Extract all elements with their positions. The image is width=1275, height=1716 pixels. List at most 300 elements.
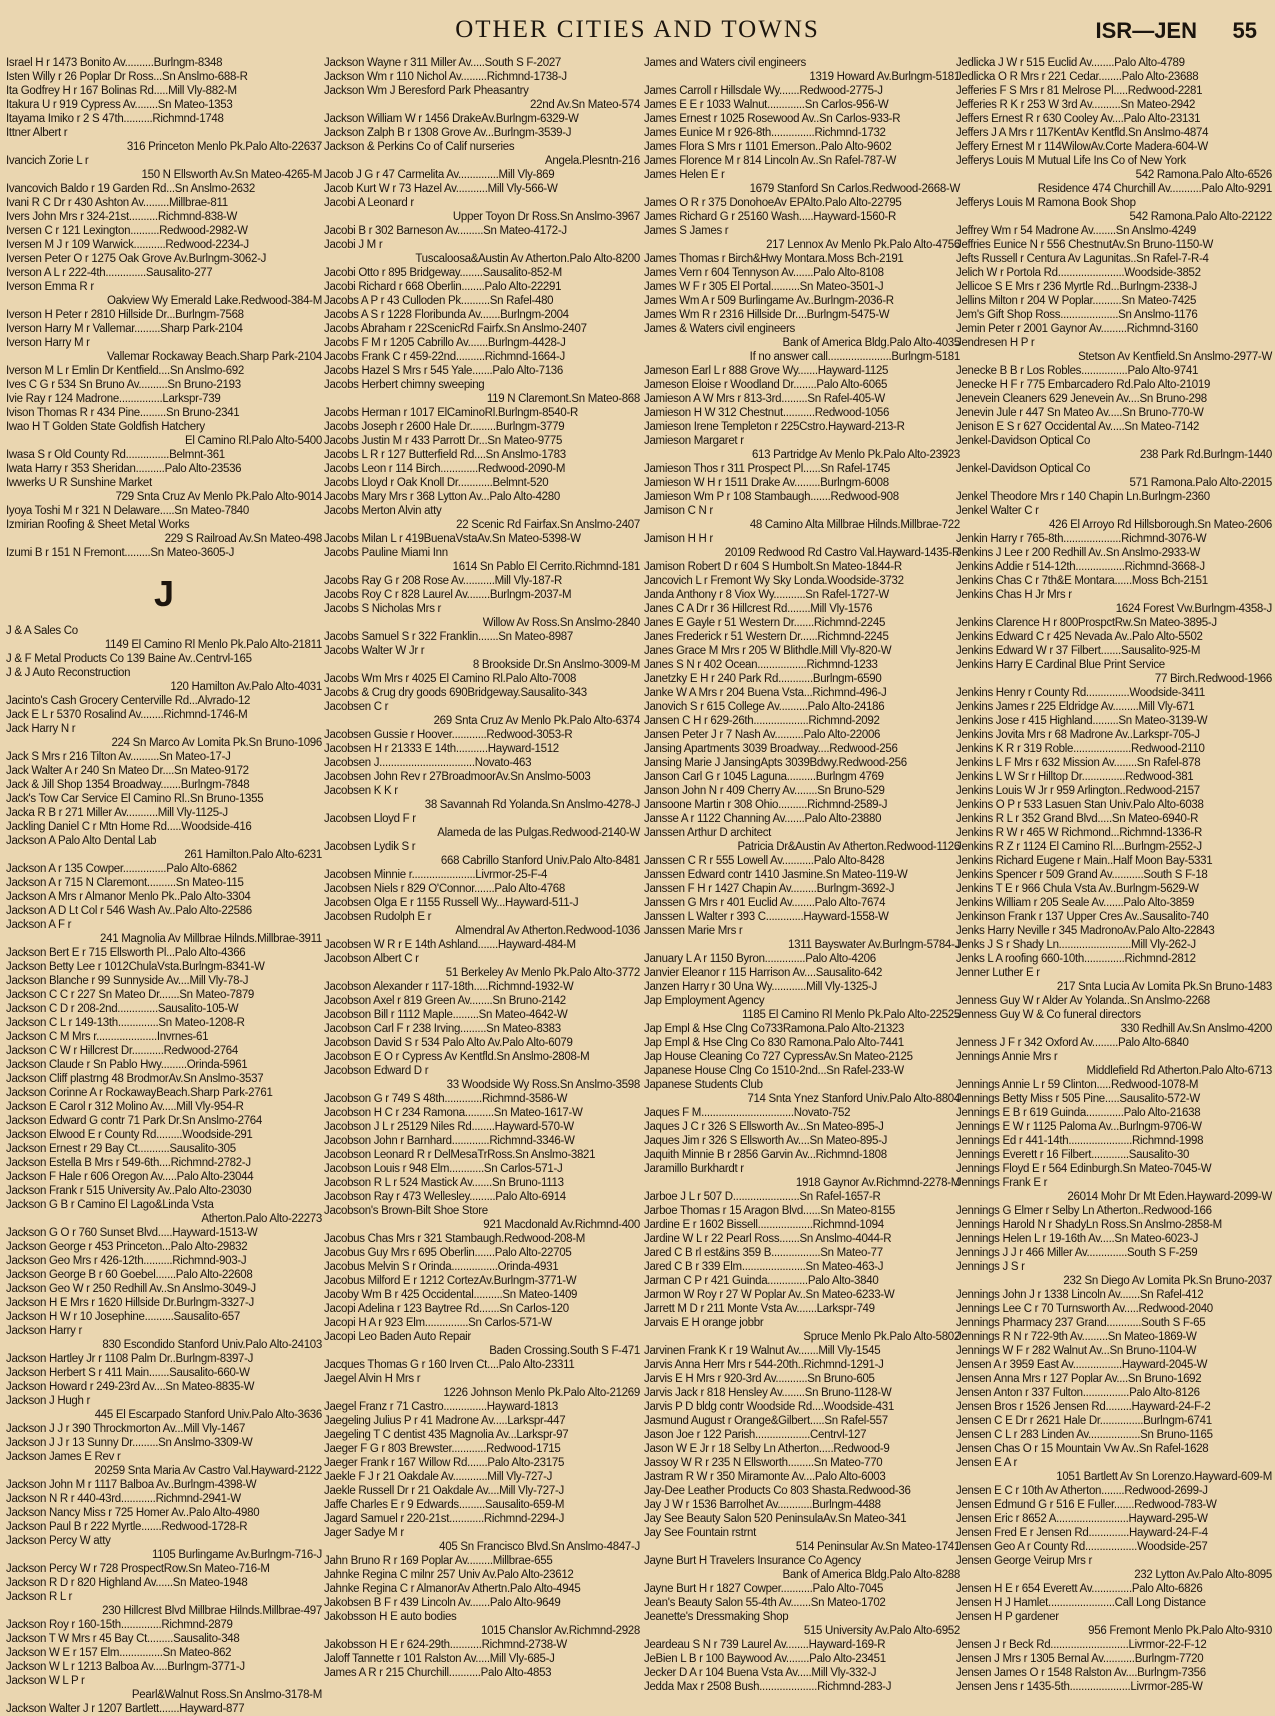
listing-line: Jack Walter A r 240 Sn Mateo Dr....Sn Mateo-9172 — [6, 765, 249, 777]
listing-line: Janson John N r 409 Cherry Av........Sn Bruno-529 — [644, 785, 885, 797]
listing-line: 714 Snta Ynez Stanford Univ.Palo Alto-8804 — [747, 1093, 960, 1105]
listing-line: Jacobs Pauline Miami Inn — [324, 547, 448, 559]
listing-line: Jacobs Milan L r 419BuenaVstaAv.Sn Mateo-5398-W — [324, 533, 581, 545]
listing-line: Jager Sadye M r — [324, 1527, 404, 1539]
listing-line: Jedlicka O R Mrs r 221 Cedar........Palo Alto-23688 — [956, 71, 1199, 83]
listing-line: Iverson Harry M r Vallemar.........Sharp Park-2104 — [6, 323, 243, 335]
listing-line: 571 Ramona.Palo Alto-22015 — [1129, 477, 1272, 489]
listing-line: Jenkins Jovita Mrs r 68 Madrone Av..Larkspr-705-J — [956, 729, 1200, 741]
listing-line: Jackson Howard r 249-23rd Av....Sn Mateo-8835-W — [6, 1381, 255, 1393]
listing-line: Jackson A F r — [6, 919, 72, 931]
listing-line: Jacobson H C r 234 Ramona..........Sn Mateo-1617-W — [324, 1107, 583, 1119]
listing-line: Jensen Edmund G r 516 E Fuller.......Redwood-783-W — [956, 1499, 1217, 1511]
listing-line: Jackson C M Mrs r.....................Invrnes-61 — [6, 1031, 209, 1043]
listing-line: Jack S Mrs r 216 Tilton Av..........Sn Mateo-17-J — [6, 751, 231, 763]
listing-line: Jarvis Anna Herr Mrs r 544-20th..Richmnd-1291-J — [644, 1359, 884, 1371]
listing-line: Jacobson Louis r 948 Elm............Sn Carlos-571-J — [324, 1163, 563, 1175]
listing-line: Jacobs S Nicholas Mrs r — [324, 603, 442, 615]
listing-line: Jansoone Martin r 308 Ohio..........Richmnd-2589-J — [644, 799, 888, 811]
directory-column-3 — [644, 56, 960, 1693]
listing-line: Jacques Thomas G r 160 Irven Ct....Palo Alto-23311 — [324, 1359, 575, 1371]
listing-line: Jack E L r 5370 Rosalind Av........Richmnd-1746-M — [6, 709, 248, 721]
listing-line: Jennings J J r 466 Miller Av..............South S F-259 — [956, 1247, 1198, 1259]
listing-line: Jason W E Jr r 18 Selby Ln Atherton.....Redwood-9 — [644, 1443, 890, 1455]
listing-line: Jaegel Alvin H Mrs r — [324, 1373, 421, 1385]
listing-line: Jaeger Frank r 167 Willow Rd.......Palo Alto-23175 — [324, 1457, 565, 1469]
listing-line: Jacoby Wm B r 425 Occidental..........Sn Mateo-1409 — [324, 1289, 578, 1301]
listing-line: Jacobs Ray G r 208 Rose Av...........Mill Vly-187-R — [324, 575, 563, 587]
listing-line: Jennings Annie L r 59 Clinton.....Redwood-1078-M — [956, 1079, 1199, 1091]
listing-line: Jackson W E r 157 Elm...............Sn Mateo-862 — [6, 1647, 232, 1659]
listing-line: Jenkel Theodore Mrs r 140 Chapin Ln.Burlngm-2360 — [956, 491, 1210, 503]
listing-line: Jensen Jens r 1435-5th.....................Livrmor-285-W — [956, 1681, 1203, 1693]
listing-line: Jacobsen W R r E 14th Ashland.......Hayward-484-M — [324, 939, 576, 951]
listing-line: Jamieson W H r 1511 Drake Av.........Burlngm-6008 — [644, 477, 889, 489]
listing-line: Jensen E C r 10th Av Atherton........Redwood-2699-J — [956, 1485, 1208, 1497]
listing-line: Jacobs Wm Mrs r 4025 El Camino Rl.Palo Alto-7008 — [324, 673, 577, 685]
listing-line: Iyoya Toshi M r 321 N Delaware.....Sn Mateo-7840 — [6, 505, 249, 517]
listing-line: Janes Grace M Mrs r 205 W Blithdle.Mill Vly-820-W — [644, 645, 892, 657]
listing-line: Jason Joe r 122 Parish...................Centrvl-127 — [644, 1429, 867, 1441]
listing-line: Jay See Fountain rstrnt — [644, 1527, 756, 1539]
listing-line: Jensen Anton r 337 Fulton................Palo Alto-8126 — [956, 1387, 1200, 1399]
listing-line: Jahnke Regina C milnr 257 Univ Av.Palo Alto-23612 — [324, 1569, 574, 1581]
listing-line: Janetzky E H r 240 Park Rd............Burlngm-6590 — [644, 673, 882, 685]
listing-line: Jackson H E Mrs r 1620 Hillside Dr.Burlngm-3327-J — [6, 1297, 254, 1309]
listing-line: James Wm A r 509 Burlingame Av..Burlngm-2036-R — [644, 295, 894, 307]
listing-line: Jaques F M................................Novato-752 — [644, 1107, 851, 1119]
letter-heading: J — [153, 573, 175, 614]
listing-line: Jacobsen Lydik S r — [324, 841, 416, 853]
listing-line: James E E r 1033 Walnut.............Sn Carlos-956-W — [644, 99, 889, 111]
listing-line: Jackson George B r 60 Goebel.......Palo Alto-22608 — [6, 1269, 253, 1281]
listing-line: Jenkins Clarence H r 800ProspctRw.Sn Mateo-3895-J — [956, 617, 1217, 629]
listing-line: Jahn Bruno R r 169 Poplar Av.........Millbrae-655 — [324, 1555, 553, 1567]
listing-line: Jenkins Chas H Jr Mrs r — [956, 589, 1072, 601]
listing-line: Jacobson Edward D r — [324, 1065, 429, 1077]
listing-line: Jenkins R L r 352 Grand Blvd.....Sn Mateo-6940-R — [956, 813, 1199, 825]
listing-line: Jacobson John r Barnhard.............Richmnd-3346-W — [324, 1135, 575, 1147]
listing-line: Janssen C R r 555 Lowell Av...........Palo Alto-8428 — [644, 855, 885, 867]
listing-line: Jaekle F J r 21 Oakdale Av............Mill Vly-727-J — [324, 1471, 553, 1483]
listing-line: 1105 Burlingame Av.Burlngm-716-J — [151, 1549, 322, 1561]
listing-line: Jacobi Richard r 668 Oberlin........Palo Alto-22291 — [324, 281, 562, 293]
listing-line: Jensen J r Beck Rd...........................Livrmor-22-F-12 — [956, 1639, 1207, 1651]
listing-line: Jackson Wayne r 311 Miller Av.....South S F-2027 — [324, 57, 562, 69]
listing-line: Jacobs Walter W Jr r — [324, 645, 425, 657]
listing-line: Jenkinson Frank r 137 Upper Cres Av..Sausalito-740 — [956, 911, 1209, 923]
listing-line: Jefts Russell r Centura Av Lagunitas..Sn Rafel-7-R-4 — [956, 253, 1209, 265]
listing-line: Jennings E W r 1125 Paloma Av...Burlngm-9706-W — [956, 1121, 1202, 1133]
listing-line: Jacobson J L r 25129 Niles Rd........Hayward-570-W — [324, 1121, 574, 1133]
listing-line: Ivie Ray r 124 Madrone...............Larkspr-739 — [6, 393, 221, 405]
listing-line: Jenkins Chas C r 7th&E Montara......Moss Bch-2151 — [956, 575, 1208, 587]
listing-line: Jansen Peter J r 7 Nash Av..........Palo Alto-22006 — [644, 729, 881, 741]
listing-line: Janzen Harry r 30 Una Wy............Mill Vly-1325-J — [644, 981, 877, 993]
listing-line: Jenkins L W Sr r Hilltop Dr...............Redwood-381 — [956, 771, 1194, 783]
listing-line: Jacobsen John Rev r 27BroadmoorAv.Sn Anslmo-5003 — [324, 771, 591, 783]
listing-line: Jacobson Bill r 1112 Maple.........Sn Mateo-4642-W — [324, 1009, 568, 1021]
listing-line: Jennings Everett r 16 Filbert.............Sausalito-30 — [956, 1149, 1190, 1161]
listing-line: Jacobi J M r — [324, 239, 383, 251]
directory-column-2 — [324, 56, 640, 1679]
listing-line: Jayne Burt H Travelers Insurance Co Agency — [644, 1555, 861, 1567]
listing-line: 514 Peninsular Av.Sn Mateo-1741 — [795, 1541, 960, 1553]
listing-line: Jenkins Jose r 415 Highland.........Sn Mateo-3139-W — [956, 715, 1208, 727]
listing-line: 33 Woodside Wy Ross.Sn Anslmo-3598 — [446, 1079, 640, 1091]
listing-line: Jackson Herbert S r 411 Main.......Sausalito-660-W — [6, 1367, 250, 1379]
listing-line: Jennings R N r 722-9th Av.........Sn Mateo-1869-W — [956, 1331, 1197, 1343]
listing-line: 1226 Johnson Menlo Pk.Palo Alto-21269 — [443, 1387, 640, 1399]
listing-line: Jensen C L r 283 Linden Av..................Sn Bruno-1165 — [956, 1429, 1213, 1441]
listing-line: Jackson Geo W r 250 Redhill Av..Sn Anslmo-3049-J — [6, 1283, 256, 1295]
listing-line: Jacobs Abraham r 22ScenicRd Fairfx.Sn Anslmo-2407 — [324, 323, 587, 335]
listing-line: Jacobsen K K r — [324, 785, 398, 797]
listing-line: Janssen Marie Mrs r — [644, 925, 743, 937]
listing-line: Jacobson Leonard R r DelMesaTrRoss.Sn Anslmo-3821 — [324, 1149, 596, 1161]
listing-line: 8 Brookside Dr.Sn Anslmo-3009-M — [472, 659, 640, 671]
listing-line: Jenkins James r 225 Eldridge Av.........Mill Vly-671 — [956, 701, 1195, 713]
listing-line: Jackson F Hale r 606 Oregon Av.....Palo Alto-23044 — [6, 1171, 254, 1183]
listing-line: Jackson Percy W r 728 ProspectRow.Sn Mateo-716-M — [6, 1563, 270, 1575]
listing-line: 542 Ramona.Palo Alto-22122 — [1129, 211, 1272, 223]
listing-line: Jacobson E O r Cypress Av Kentfld.Sn Anslmo-2808-M — [324, 1051, 590, 1063]
listing-line: Oakview Wy Emerald Lake.Redwood-384-M — [106, 295, 322, 307]
listing-line: Jacopi Adelina r 123 Baytree Rd.......Sn Carlos-120 — [324, 1303, 569, 1315]
listing-line: Jacob Kurt W r 73 Hazel Av...........Mill Vly-566-W — [324, 183, 558, 195]
listing-line: Jap House Cleaning Co 727 CypressAv.Sn Mateo-2125 — [644, 1051, 913, 1063]
listing-line: Jaekle Russell Dr r 21 Oakdale Av....Mill Vly-727-J — [324, 1485, 564, 1497]
listing-line: Jenkins Spencer r 509 Grand Av...........South S F-18 — [956, 869, 1208, 881]
listing-line: 269 Snta Cruz Av Menlo Pk.Palo Alto-6374 — [433, 715, 640, 727]
listing-line: Jarvais E H orange jobbr — [644, 1317, 764, 1329]
listing-line: Ita Godfrey H r 167 Bolinas Rd.....Mill Vly-882-M — [6, 85, 237, 97]
listing-line: 1679 Stanford Sn Carlos.Redwood-2668-W — [749, 183, 960, 195]
listing-line: Jackson Roy r 160-15th..............Richmnd-2879 — [6, 1619, 233, 1631]
listing-line: Jarvis P D bldg contr Woodside Rd....Woodside-431 — [644, 1401, 894, 1413]
listing-line: 613 Partridge Av Menlo Pk.Palo Alto-23923 — [751, 449, 960, 461]
listing-line: Itakura U r 919 Cypress Av........Sn Mateo-1353 — [6, 99, 233, 111]
listing-line: Jackson Corinne A r RockawayBeach.Sharp Park-2761 — [6, 1087, 273, 1099]
listing-line: Iverson Emma R r — [6, 281, 94, 293]
listing-line: Jenecke B B r Los Robles................Palo Alto-9741 — [956, 365, 1199, 377]
listing-line: Jacobs Hazel S Mrs r 545 Yale.......Palo Alto-7136 — [324, 365, 563, 377]
listing-line: Patricia Dr&Austin Av Atherton.Redwood-1126 — [737, 841, 960, 853]
listing-line: Jackson A Mrs r Almanor Menlo Pk..Palo Alto-3304 — [6, 891, 251, 903]
listing-line: James and Waters civil engineers — [644, 57, 806, 69]
listing-line: Jarman C P r 421 Guinda..............Palo Alto-3840 — [644, 1275, 879, 1287]
listing-line: Jacobs & Crug dry goods 690Bridgeway.Sausalito-343 — [324, 687, 587, 699]
listing-line: Bank of America Bldg.Palo Alto-4035 — [782, 337, 960, 349]
listing-line: Jensen Fred E r Jensen Rd..............Hayward-24-F-4 — [956, 1527, 1208, 1539]
listing-line: Jackson Wm r 110 Nichol Av.........Richmnd-1738-J — [324, 71, 567, 83]
listing-line: Izumi B r 151 N Fremont.........Sn Mateo-3605-J — [6, 547, 235, 559]
listing-line: Jeffery Ernest M r 114WilowAv.Corte Madera-604-W — [956, 141, 1208, 153]
listing-line: Jenison E S r 627 Occidental Av.....Sn Mateo-7142 — [956, 421, 1200, 433]
directory-column-1 — [6, 56, 322, 1715]
listing-line: Jansing Marie J JansingApts 3039Bdwy.Redwood-256 — [644, 757, 907, 769]
listing-line: Jackson & Perkins Co of Calif nurseries — [324, 141, 515, 153]
listing-line: Jecker D A r 104 Buena Vsta Av.....Mill Vly-332-J — [644, 1667, 877, 1679]
listing-line: Jacobsen Niels r 829 O'Connor.......Palo Alto-4768 — [324, 883, 565, 895]
listing-line: Jaloff Tannette r 101 Ralston Av.....Mill Vly-685-J — [324, 1653, 555, 1665]
listing-line: 120 Hamilton Av.Palo Alto-4031 — [170, 681, 322, 693]
listing-line: Jackson C D r 208-2nd..............Sausalito-105-W — [6, 1003, 239, 1015]
listing-line: 1051 Bartlett Av Sn Lorenzo.Hayward-609-M — [1056, 1471, 1272, 1483]
listing-line: Jamieson Irene Templeton r 225Cstro.Hayward-213-R — [644, 421, 905, 433]
listing-line: 956 Fremont Menlo Pk.Palo Alto-9310 — [1088, 1625, 1272, 1637]
listing-line: Jackson Elwood E r County Rd.........Woodside-291 — [6, 1129, 253, 1141]
listing-line: Jenness Guy W & Co funeral directors — [956, 1009, 1141, 1021]
listing-line: Ivancovich Baldo r 19 Garden Rd...Sn Anslmo-2632 — [6, 183, 255, 195]
listing-line: Jensen James O r 1548 Ralston Av....Burlngm-7356 — [956, 1667, 1206, 1679]
listing-line: Vallemar Rockaway Beach.Sharp Park-2104 — [106, 351, 322, 363]
listing-line: Jenkin Harry r 765-8th....................Richmnd-3076-W — [956, 533, 1207, 545]
listing-line: Jackson A r 715 N Claremont..........Sn Mateo-115 — [6, 877, 244, 889]
listing-line: Jacobsen J.................................Novato-463 — [324, 757, 532, 769]
listing-line: Middlefield Rd Atherton.Palo Alto-6713 — [1086, 1065, 1272, 1077]
listing-line: Jackson A D Lt Col r 546 Wash Av..Palo Alto-22586 — [6, 905, 252, 917]
listing-line: Jedda Max r 2508 Bush....................Richmnd-283-J — [644, 1681, 892, 1693]
listing-line: Jahnke Regina C r AlmanorAv Athertn.Palo Alto-4945 — [324, 1583, 581, 1595]
listing-line: Jensen Anna Mrs r 127 Poplar Av....Sn Bruno-1692 — [956, 1373, 1202, 1385]
listing-line: Jensen Geo A r County Rd..................Woodside-257 — [956, 1541, 1208, 1553]
listing-line: Jamieson Wm P r 108 Stambaugh.......Redwood-908 — [644, 491, 899, 503]
listing-line: James Vern r 604 Tennyson Av.......Palo Alto-8108 — [644, 267, 884, 279]
listing-line: 232 Sn Diego Av Lomita Pk.Sn Bruno-2037 — [1063, 1275, 1272, 1287]
listing-line: J & F Metal Products Co 139 Baine Av..Centrvl-165 — [6, 653, 252, 665]
listing-line: Jackson Nancy Miss r 725 Homer Av..Palo Alto-4980 — [6, 1507, 260, 1519]
listing-line: Jamison C N r — [644, 505, 713, 517]
listing-line: Jackson C W r Hillcrest Dr...........Redwood-2764 — [6, 1045, 238, 1057]
listing-line: Jay J W r 1536 Barrolhet Av............Burlngm-4488 — [644, 1499, 881, 1511]
listing-line: Jacobson Axel r 819 Green Av........Sn Bruno-2142 — [324, 995, 566, 1007]
listing-line: Jennings Betty Miss r 505 Pine.....Sausalito-572-W — [956, 1093, 1200, 1105]
listing-line: 241 Magnolia Av Millbrae Hilnds.Millbrae-3911 — [100, 933, 322, 945]
listing-line: Jellins Milton r 204 W Poplar..........Sn Mateo-7425 — [956, 295, 1197, 307]
listing-line: Jacobs F M r 1205 Cabrillo Av.......Burlngm-4428-J — [324, 337, 566, 349]
listing-line: Jenks J S r Shady Ln.........................Mill Vly-262-J — [956, 939, 1196, 951]
listing-line: Jackson G O r 760 Sunset Blvd.....Hayward-1513-W — [6, 1227, 258, 1239]
listing-line: El Camino Rl.Palo Alto-5400 — [184, 435, 322, 447]
listing-line: Jacobs A P r 43 Culloden Pk..........Sn Rafel-480 — [324, 295, 554, 307]
listing-line: Jackson Hartley Jr r 1108 Palm Dr..Burlngm-8397-J — [6, 1353, 254, 1365]
listing-line: Jacobson G r 749 S 48th.............Richmnd-3586-W — [324, 1093, 568, 1105]
listing-line: Jensen J Mrs r 1305 Bernal Av...........Burlngm-7720 — [956, 1653, 1204, 1665]
listing-line: Jansen C H r 629-26th...................Richmnd-2092 — [644, 715, 880, 727]
listing-line: Jarvis Jack r 818 Hensley Av........Sn Bruno-1128-W — [644, 1387, 892, 1399]
page-title: OTHER CITIES AND TOWNS — [455, 16, 820, 43]
listing-line: Jensen George Veirup Mrs r — [956, 1555, 1093, 1567]
listing-line: Janes S N r 402 Ocean.................Richmnd-1233 — [644, 659, 878, 671]
listing-line: Ivison Thomas R r 434 Pine.........Sn Bruno-2341 — [6, 407, 240, 419]
section-range: ISR—JEN — [1095, 18, 1197, 43]
listing-line: Jacka R B r 271 Miller Av...........Mill Vly-1125-J — [6, 807, 228, 819]
listing-line: 426 El Arroyo Rd Hillsborough.Sn Mateo-2606 — [1049, 519, 1272, 531]
listing-line: Jardine E r 1602 Bissell...................Richmnd-1094 — [644, 1219, 884, 1231]
listing-line: Jensen H E r 654 Everett Av..............Palo Alto-6826 — [956, 1583, 1203, 1595]
listing-line: Jem's Gift Shop Ross....................Sn Anslmo-1176 — [956, 309, 1198, 321]
listing-line: James Flora S Mrs r 1101 Emerson..Palo Alto-9602 — [644, 141, 892, 153]
listing-line: Jameson Eloise r Woodland Dr........Palo Alto-6065 — [644, 379, 888, 391]
listing-line: 51 Berkeley Av Menlo Pk.Palo Alto-3772 — [445, 967, 640, 979]
listing-line: Jackson Blanche r 99 Sunnyside Av....Mill Vly-78-J — [6, 975, 249, 987]
listing-line: Jackson Edward G contr 71 Park Dr.Sn Anslmo-2764 — [6, 1115, 262, 1127]
listing-line: James W F r 305 El Portal..........Sn Mateo-3501-J — [644, 281, 884, 293]
listing-line: J & J Auto Reconstruction — [6, 667, 131, 679]
listing-line: Jackson Bert E r 715 Ellsworth Pl...Palo Alto-4366 — [6, 947, 246, 959]
listing-line: Jacopi H A r 923 Elm...............Sn Carlos-571-W — [324, 1317, 552, 1329]
listing-line: Willow Av Ross.Sn Anslmo-2840 — [482, 617, 640, 629]
listing-line: Jenkins R Z r 1124 El Camino Rl....Burlngm-2552-J — [956, 841, 1202, 853]
listing-line: Jacobi Otto r 895 Bridgeway........Sausalito-852-M — [324, 267, 562, 279]
listing-line: Jared C B rl est&ins 359 B.................Sn Mateo-77 — [644, 1247, 883, 1259]
listing-line: 1311 Bayswater Av.Burlngm-5784-J — [788, 939, 960, 951]
listing-line: Jamieson H W 312 Chestnut...........Redwood-1056 — [644, 407, 890, 419]
listing-line: 830 Escondido Stanford Univ.Palo Alto-24103 — [102, 1339, 322, 1351]
listing-line: Jap Employment Agency — [644, 995, 765, 1007]
listing-line: Jeffries Eunice N r 556 ChestnutAv.Sn Bruno-1150-W — [956, 239, 1214, 251]
listing-line: Jenevein Cleaners 629 Jenevein Av....Sn Bruno-298 — [956, 393, 1207, 405]
listing-line: Jennings Floyd E r 564 Edinburgh.Sn Mateo-7045-W — [956, 1163, 1212, 1175]
listing-line: Jackson R D r 820 Highland Av......Sn Mateo-1948 — [6, 1577, 248, 1589]
listing-line: 20259 Snta Maria Av Castro Val.Hayward-2122 — [94, 1465, 322, 1477]
listing-line: Iwasa S r Old County Rd...............Belmnt-361 — [6, 449, 225, 461]
listing-line: Jennings John J r 1338 Lincoln Av.......Sn Rafel-412 — [956, 1289, 1204, 1301]
listing-line: Iwwerks U R Sunshine Market — [6, 477, 152, 489]
listing-line: Jennings Annie Mrs r — [956, 1051, 1058, 1063]
listing-line: Jacobus Guy Mrs r 695 Oberlin.......Palo Alto-22705 — [324, 1247, 572, 1259]
listing-line: Jaegel Franz r 71 Castro...............Hayward-1813 — [324, 1401, 558, 1413]
listing-line: 1185 El Camino Rl Menlo Pk.Palo Alto-22525 — [742, 1009, 960, 1021]
listing-line: Jenkins Harry E Cardinal Blue Print Service — [956, 659, 1165, 671]
listing-line: 668 Cabrillo Stanford Univ.Palo Alto-8481 — [440, 855, 640, 867]
listing-line: Jaegeling T C dentist 435 Magnolia Av...Larkspr-97 — [324, 1429, 569, 1441]
listing-line: Janssen F H r 1427 Chapin Av.........Burlngm-3692-J — [644, 883, 895, 895]
listing-line: 515 University Av.Palo Alto-6952 — [803, 1625, 960, 1637]
listing-line: Stetson Av Kentfield.Sn Anslmo-2977-W — [1078, 351, 1272, 363]
listing-line: 316 Princeton Menlo Pk.Palo Alto-22637 — [126, 141, 322, 153]
listing-line: Iverson A L r 222-4th..............Sausalito-277 — [6, 267, 213, 279]
listing-line: James Richard G r 25160 Wash.....Hayward-1560-R — [644, 211, 896, 223]
listing-line: Ives C G r 534 Sn Bruno Av..........Sn Bruno-2193 — [6, 379, 241, 391]
listing-line: Janovich S r 615 College Av..........Palo Alto-24186 — [644, 701, 885, 713]
listing-line: Jacobsen C r — [324, 701, 389, 713]
listing-line: Jenkins Edward W r 37 Filbert.......Sausalito-925-M — [956, 645, 1201, 657]
directory-columns — [0, 56, 1275, 1715]
listing-line: Jacobson's Brown-Bilt Shoe Store — [324, 1205, 488, 1217]
listing-line: Jacobi A Leonard r — [324, 197, 414, 209]
listing-line: 1624 Forest Vw.Burlngm-4358-J — [1115, 603, 1272, 615]
listing-line: Janssen G Mrs r 401 Euclid Av........Palo Alto-7674 — [644, 897, 886, 909]
listing-line: Jacobus Milford E r 1212 CortezAv.Burlngm-3771-W — [324, 1275, 577, 1287]
listing-line: If no answer call......................Burlngm-5181 — [749, 351, 960, 363]
listing-line: Jackson J Hugh r — [6, 1395, 91, 1407]
listing-line: Jacobson Albert C r — [324, 953, 419, 965]
listing-line: Jackson J J r 390 Throckmorton Av...Mill Vly-1467 — [6, 1423, 246, 1435]
listing-line: James Thomas r Birch&Hwy Montara.Moss Bch-2191 — [644, 253, 904, 265]
listing-line: Iversen M J r 109 Warwick...........Redwood-2234-J — [6, 239, 249, 251]
listing-line: Jacobs Merton Alvin atty — [324, 505, 442, 517]
listing-line: Jensen E A r — [956, 1457, 1017, 1469]
listing-line: Jenner Luther E r — [956, 967, 1040, 979]
listing-line: 224 Sn Marco Av Lomita Pk.Sn Bruno-1096 — [111, 737, 322, 749]
listing-line: Jackson W L P r — [6, 1675, 85, 1687]
listing-line: Jayne Burt H r 1827 Cowper...........Palo Alto-7045 — [644, 1583, 884, 1595]
listing-line: Jensen H P gardener — [956, 1611, 1059, 1623]
listing-line: Jennings Lee C r 70 Turnsworth Av.....Redwood-2040 — [956, 1303, 1213, 1315]
listing-line: Jackson William W r 1456 DrakeAv.Burlngm-6329-W — [324, 113, 579, 125]
listing-line: Jacobs Samuel S r 322 Franklin.......Sn Mateo-8987 — [324, 631, 573, 643]
listing-line: Jaques J C r 326 S Ellsworth Av...Sn Mateo-895-J — [644, 1121, 884, 1133]
listing-line: Jacobsen Minnie r......................Livrmor-25-F-4 — [324, 869, 548, 881]
listing-line: Jackson C L r 149-13th..............Sn Mateo-1208-R — [6, 1017, 245, 1029]
listing-line: Jarboe Thomas r 15 Aragon Blvd......Sn Mateo-8155 — [644, 1205, 896, 1217]
listing-line: Jackson Wm J Beresford Park Pheasantry — [324, 85, 529, 97]
listing-line: Jenks L A roofing 660-10th..............Richmnd-2812 — [956, 953, 1196, 965]
listing-line: Jean's Beauty Salon 55-4th Av.......Sn Mateo-1702 — [644, 1597, 886, 1609]
listing-line: 48 Camino Alta Millbrae Hilnds.Millbrae-722 — [749, 519, 960, 531]
listing-line: Jacobs Mary Mrs r 368 Lytton Av...Palo Alto-4280 — [324, 491, 560, 503]
listing-line: Jacopi Leo Baden Auto Repair — [324, 1331, 471, 1343]
listing-line: Jaques Jim r 326 S Ellsworth Av....Sn Mateo-895-J — [644, 1135, 888, 1147]
listing-line: Jacobus Chas Mrs r 321 Stambaugh.Redwood-208-M — [324, 1233, 586, 1245]
listing-line: 729 Snta Cruz Av Menlo Pk.Palo Alto-9014 — [115, 491, 322, 503]
listing-line: Jakobsson H E r 624-29th...........Richmnd-2738-W — [324, 1639, 567, 1651]
listing-line: 261 Hamilton.Palo Alto-6231 — [184, 849, 322, 861]
listing-line: Jensen Eric r 8652 A.........................Hayward-295-W — [956, 1513, 1208, 1525]
listing-line: Jedlicka J W r 515 Euclid Av........Palo Alto-4789 — [956, 57, 1185, 69]
listing-line: James Wm R r 2316 Hillside Dr....Burlngm-5475-W — [644, 309, 890, 321]
listing-line: Jacinto's Cash Grocery Centerville Rd...Alvrado-12 — [6, 695, 251, 707]
listing-line: Jap Empl & Hse Clng Co 830 Ramona.Palo Alto-7441 — [644, 1037, 904, 1049]
listing-line: Iversen Peter O r 1275 Oak Grove Av.Burlngm-3062-J — [6, 253, 267, 265]
listing-line: Jenkins Addie r 514-12th.................Richmnd-3668-J — [956, 561, 1205, 573]
listing-line: Jamieson Thos r 311 Prospect Pl......Sn Rafel-1745 — [644, 463, 891, 475]
listing-line: Jenkins William r 205 Seale Av.......Palo Alto-3859 — [956, 897, 1195, 909]
listing-line: Jay See Beauty Salon 520 PeninsulaAv.Sn Mateo-341 — [644, 1513, 907, 1525]
listing-line: Jackson E Carol r 312 Molino Av.....Mill Vly-954-R — [6, 1101, 244, 1113]
listing-line: Almendral Av Atherton.Redwood-1036 — [455, 925, 640, 937]
listing-line: Jenkins J Lee r 200 Redhill Av..Sn Anslmo-2933-W — [956, 547, 1201, 559]
listing-line: Jack & Jill Shop 1354 Broadway.......Burlngm-7848 — [6, 779, 250, 791]
listing-line: Jacobsen Lloyd F r — [324, 813, 416, 825]
listing-line: Jenkel Walter C r — [956, 505, 1039, 517]
listing-line: Atherton.Palo Alto-22273 — [201, 1213, 322, 1225]
listing-line: Jackson Paul B r 222 Myrtle.......Redwood-1728-R — [6, 1521, 248, 1533]
listing-line: Jackson Percy W atty — [6, 1535, 111, 1547]
listing-line: Jennings G Elmer r Selby Ln Atherton..Redwood-166 — [956, 1205, 1212, 1217]
listing-line: Jacob J G r 47 Carmelita Av..............Mill Vly-869 — [324, 169, 555, 181]
page-header — [0, 0, 1275, 52]
listing-line: Janvier Eleanor r 115 Harrison Av....Sausalito-642 — [644, 967, 883, 979]
listing-line: 230 Hillcrest Blvd Millbrae Hilnds.Millbrae-497 — [102, 1605, 322, 1617]
listing-line: Izmirian Roofing & Sheet Metal Works — [6, 519, 190, 531]
listing-line: Jenkins K R r 319 Roble....................Redwood-2110 — [956, 743, 1205, 755]
listing-line: Jenevin Jule r 447 Sn Mateo Av.....Sn Bruno-770-W — [956, 407, 1204, 419]
listing-line: Pearl&Walnut Ross.Sn Anslmo-3178-M — [131, 1689, 322, 1701]
listing-line: Jackson John M r 1117 Balboa Av..Burlngm-4398-W — [6, 1479, 257, 1491]
listing-line: James Ernest r 1025 Rosewood Av..Sn Carlos-933-R — [644, 113, 901, 125]
listing-line: Jacobus Melvin S r Orinda................Orinda-4931 — [324, 1261, 559, 1273]
listing-line: Jackling Daniel C r Mtn Home Rd.....Woodside-416 — [6, 821, 252, 833]
listing-line: Iwata Harry r 353 Sheridan..........Palo Alto-23536 — [6, 463, 242, 475]
listing-line: Jenkins O P r 533 Lasuen Stan Univ.Palo Alto-6038 — [956, 799, 1204, 811]
listing-line: Jackson R L r — [6, 1591, 72, 1603]
listing-line: Jarmon W Roy r 27 W Poplar Av..Sn Mateo-6233-W — [644, 1289, 895, 1301]
listing-line: 238 Park Rd.Burlngm-1440 — [1139, 449, 1272, 461]
listing-line: 150 N Ellsworth Av.Sn Mateo-4265-M — [141, 169, 322, 181]
